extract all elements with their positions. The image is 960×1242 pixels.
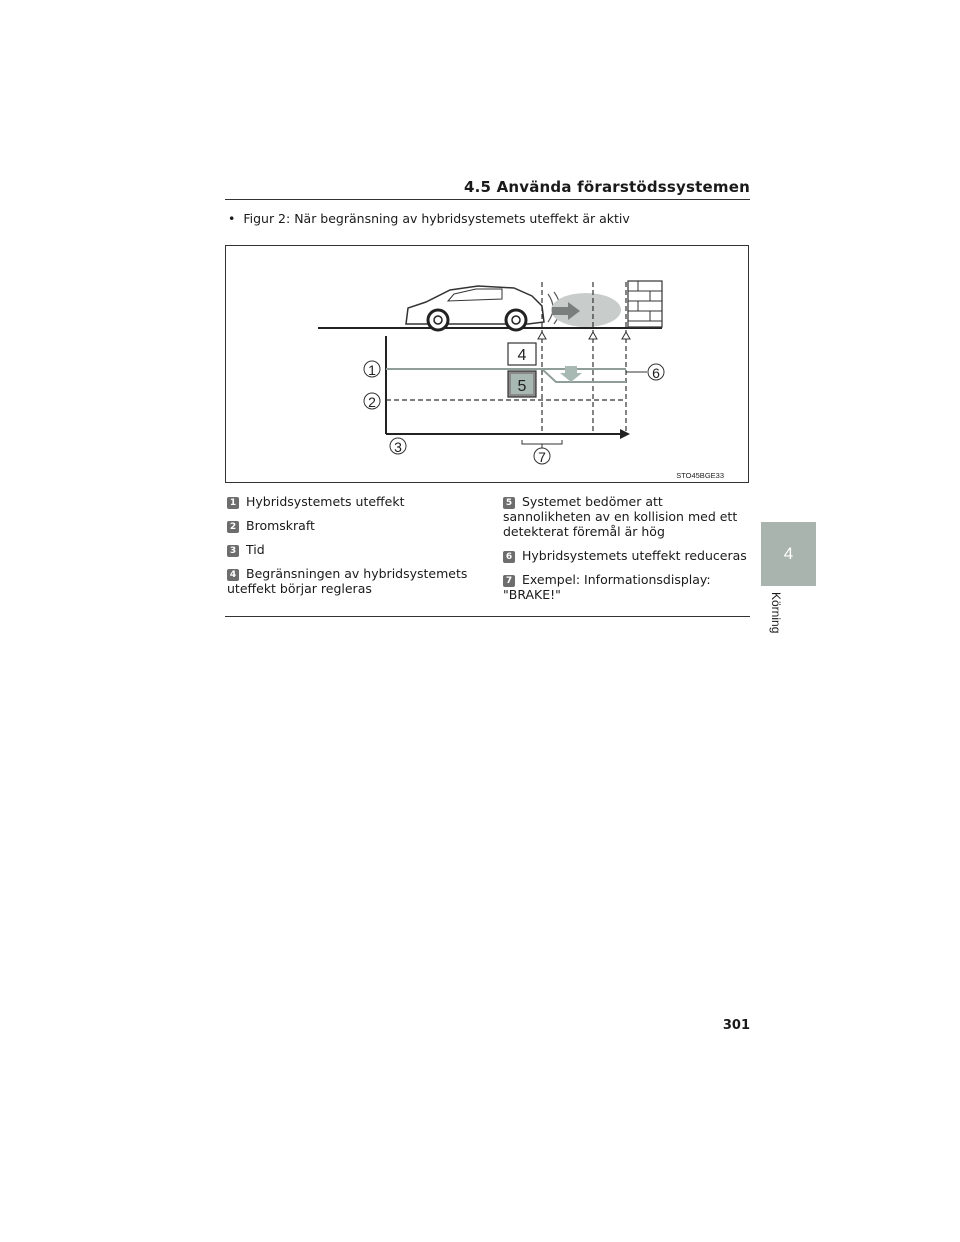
legend-text: Tid <box>246 542 265 557</box>
callout-3: 3 <box>394 439 402 455</box>
marker-triangle-1 <box>538 332 546 339</box>
chapter-label: Körning <box>769 592 783 634</box>
legend-num: 5 <box>503 497 515 509</box>
legend-item <box>503 548 753 563</box>
brick-wall <box>628 281 662 327</box>
header-rule <box>225 199 750 200</box>
legend-left <box>227 494 477 605</box>
legend-item <box>227 542 477 557</box>
callout-7: 7 <box>538 449 546 465</box>
legend-num: 3 <box>227 545 239 557</box>
legend-right <box>503 494 753 611</box>
marker-triangle-2 <box>589 332 597 339</box>
bullet-icon: • <box>228 211 244 226</box>
figure-caption-bullet <box>228 211 630 226</box>
legend-item <box>227 566 477 596</box>
diagram-svg <box>226 246 750 484</box>
legend-item <box>503 572 753 602</box>
legend-num: 7 <box>503 575 515 587</box>
callout-4: 4 <box>517 347 527 364</box>
figure-code: STO45BGE33 <box>676 471 724 480</box>
callout-1: 1 <box>368 362 376 378</box>
chapter-tab[interactable]: 4 <box>761 522 816 586</box>
callout-5: 5 <box>517 378 527 395</box>
callout-6: 6 <box>652 365 660 381</box>
legend-text: Bromskraft <box>246 518 315 533</box>
figure-caption: Figur 2: När begränsning av hybridsystemets uteffekt är aktiv <box>243 211 630 226</box>
car-illustration <box>406 286 544 330</box>
page-number: 301 <box>722 1018 750 1033</box>
legend-num: 4 <box>227 569 239 581</box>
legend-text: Hybridsystemets uteffekt reduceras <box>522 548 747 563</box>
figure <box>225 245 749 483</box>
hybrid-output-line <box>386 369 626 382</box>
legend-text: Exempel: Informationsdisplay: "BRAKE!" <box>503 572 711 602</box>
legend-text: Systemet bedömer att sannolikheten av en kollision med ett detekterat föremål är hög <box>503 494 738 539</box>
section-title: 4.5 Använda förarstödssystemen <box>463 178 750 196</box>
legend-num: 6 <box>503 551 515 563</box>
legend-text: Hybridsystemets uteffekt <box>246 494 405 509</box>
bottom-rule <box>225 616 750 617</box>
legend-num: 2 <box>227 521 239 533</box>
marker-triangle-3 <box>622 332 630 339</box>
x-axis-arrowhead <box>620 429 630 439</box>
callout-7-bracket <box>522 440 562 448</box>
legend-item <box>503 494 753 539</box>
legend-item <box>227 518 477 533</box>
legend-item <box>227 494 477 509</box>
callout-2: 2 <box>368 394 376 410</box>
legend-text: Begränsningen av hybridsystemets uteffekt börjar regleras <box>227 566 468 596</box>
legend-num: 1 <box>227 497 239 509</box>
